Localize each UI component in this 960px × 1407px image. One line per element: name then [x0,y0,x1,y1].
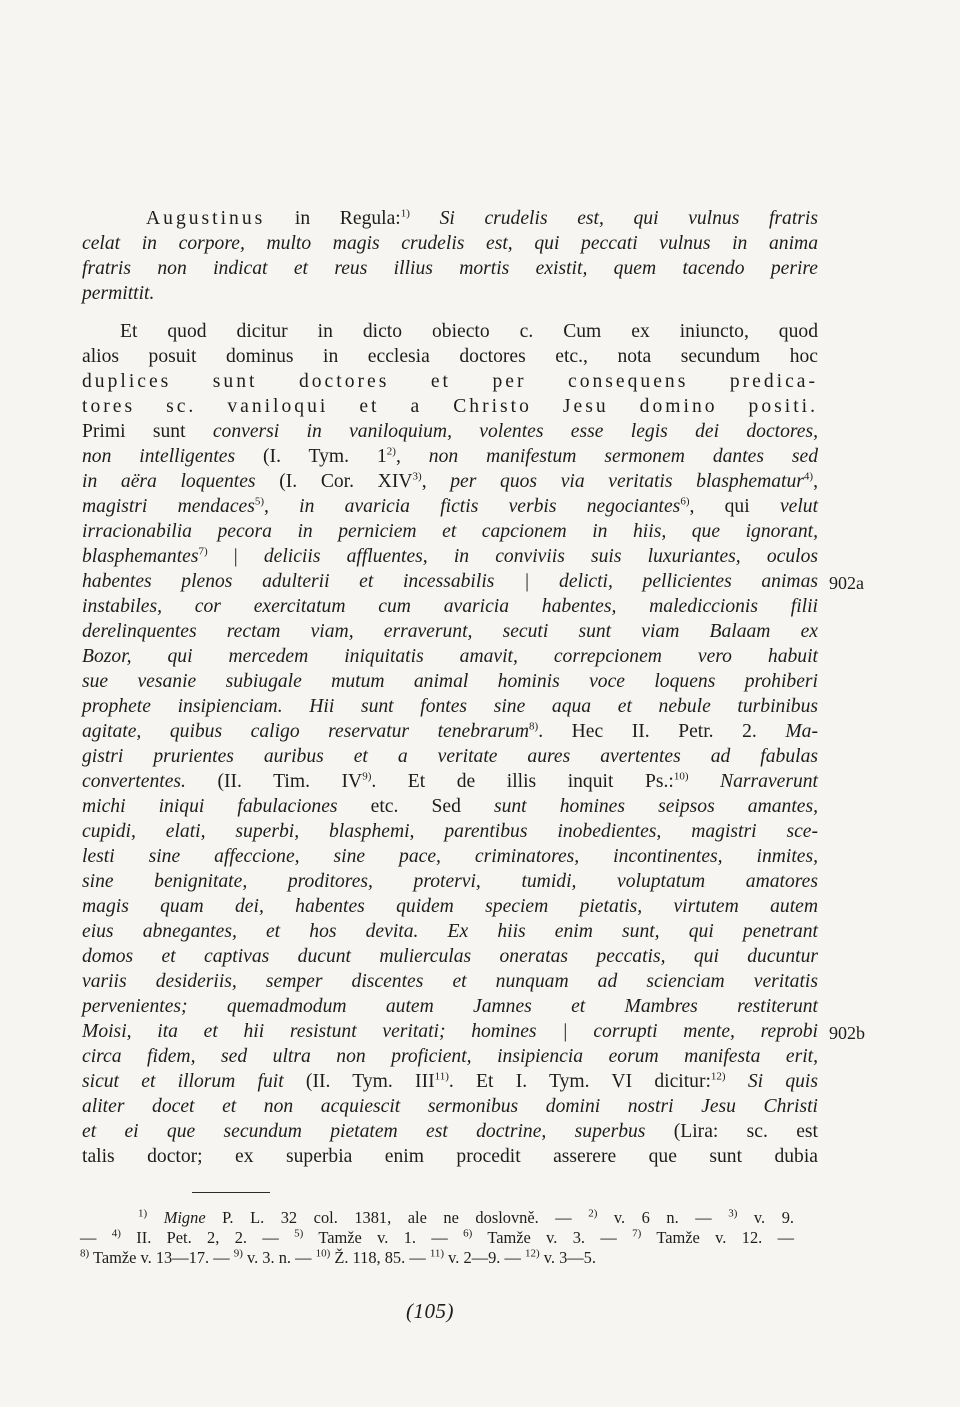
footnote-ref: 8) [529,720,539,733]
footnote-ref: 10) [673,770,689,783]
text-line [78,995,818,1019]
footnote-ref: 7) [632,1227,642,1240]
footnote-ref: 1) [400,207,410,220]
footnote-ref: 6) [680,495,690,508]
footnote-ref: 6) [463,1227,473,1240]
text-line [78,1070,818,1094]
text-line [78,820,818,844]
text-line [78,595,818,619]
text-run: . Hec II. Petr. 2. [538,721,786,742]
text-run: Migne [163,1208,206,1227]
footnote-ref: 5) [294,1227,304,1240]
text-line [78,745,818,769]
text-run: Tamže v. 12. — [641,1228,794,1247]
text-line [78,1120,818,1144]
footnote-line [80,1228,794,1248]
text-line [78,895,818,919]
footnote-ref: 3) [412,470,422,483]
text-run: v. 3. n. — [242,1248,316,1267]
text-line [78,795,818,819]
footnote-ref: 3) [728,1207,738,1220]
text-run: cupidi, elati, superbi, blasphemi, parentibus inobedientes, magistri sce- [82,821,818,842]
text-run: derelinquentes rectam viam, erraverunt, secuti sunt viam Balaam ex [82,621,818,642]
text-run: velut [779,496,819,517]
footnote-ref: 9) [362,770,372,783]
text-line [78,470,818,494]
footnote-ref: 12) [524,1247,540,1260]
text-line [78,770,818,794]
text-run [147,1208,164,1227]
page-number: (105) [406,1299,454,1323]
text-run [410,208,440,229]
text-run: talis doctor; ex superbia enim procedit asserere que sunt dubia [82,1146,818,1167]
text-run: sue vesanie subiugale mutum animal hominis voce loquens prohiberi [82,671,818,692]
text-run: convertentes. [82,771,186,792]
text-line [78,570,818,594]
text-run: v. 2—9. — [444,1248,525,1267]
text-line [78,1020,818,1044]
footnote-ref: 10) [315,1247,331,1260]
text-run: — [80,1228,112,1247]
text-run: Ž. 118, 85. — [330,1248,430,1267]
text-run: alios posuit dominus in ecclesia doctores etc., nota secundum hoc [82,346,818,367]
text-line [78,395,818,419]
text-run: Primi sunt [82,421,213,442]
text-run: in avaricia fictis verbis negociantes [299,496,681,517]
footnote-ref: 7) [198,545,208,558]
text-line [78,870,818,894]
footnote-ref: 1) [138,1207,148,1220]
text-run: sicut et illorum fuit [82,1071,284,1092]
text-line [78,495,818,519]
text-run: , [395,446,429,467]
text-run: celat in corpore, multo magis crudelis est, qui peccati vulnus in anima [82,233,818,254]
text-line [78,420,818,444]
footnote-rule [192,1192,270,1193]
text-line [78,207,818,231]
text-run: , qui [689,496,780,517]
footnote-line [80,1248,794,1268]
text-run: etc. Sed [337,796,494,817]
text-run: v. 3—5. [539,1248,596,1267]
text-line [78,545,818,569]
text-run: Si quis [747,1071,818,1092]
text-line [78,1145,818,1169]
text-run: Et quod dicitur in dicto obiecto c. Cum ex iniuncto, quod [120,321,818,342]
text-run: gistri prurientes auribus et a veritate aures avertentes ad fabulas [82,746,818,767]
text-run: variis desideriis, semper discentes et nunquam ad scienciam veritatis [82,971,818,992]
text-line [78,320,818,344]
text-run: circa fidem, sed ultra non proficient, insipiencia eorum manifesta erit, [82,1046,818,1067]
text-run: conversi in vaniloquium, volentes esse legis dei doctores, [212,421,818,442]
text-line [78,282,818,306]
text-run: duplices sunt doctores et per consequens predica- [82,371,818,392]
footnote-ref: 2) [588,1207,598,1220]
text-run: , [264,496,300,517]
text-line [78,845,818,869]
text-run: . Et de illis inquit Ps.: [371,771,674,792]
text-run: in Regula: [265,208,401,229]
text-line [78,1045,818,1069]
text-line [78,370,818,394]
text-run: blasphemantes [82,546,199,567]
text-run: fratris non indicat et reus illius mortis existit, quem tacendo perire [82,258,818,279]
text-run: habentes plenos adulterii et incessabilis | delicti, pellicientes animas [82,571,818,592]
text-run: magistri mendaces [82,496,255,517]
text-run: (II. Tim. IV [185,771,363,792]
text-run: (I. Tym. 1 [235,446,387,467]
text-run: (II. Tym. III [283,1071,435,1092]
text-run: | [207,546,264,567]
text-run: instabiles, cor exercitatum cum avaricia habentes, malediccionis filii [82,596,818,617]
text-run: vaniloqui et a Christo Jesu domino positi. [227,396,818,417]
text-run: Tamže v. 1. — [303,1228,464,1247]
footnote-ref: 12) [710,1070,726,1083]
text-line [78,257,818,281]
footnote-ref: 2) [386,445,396,458]
text-line [78,232,818,256]
footnote-ref: 11) [429,1247,445,1260]
footnote-ref: 11) [434,1070,449,1083]
text-run: aliter docet et non acquiescit sermonibus domini nostri Jesu Christi [82,1096,818,1117]
footnote-ref: 4) [803,470,814,483]
text-line [78,720,818,744]
text-line [78,445,818,469]
text-line [78,695,818,719]
text-line [78,920,818,944]
text-line [78,620,818,644]
text-run [688,771,720,792]
text-run: Narraverunt [720,771,818,792]
text-run: non intelligentes [82,446,236,467]
text-line [78,520,818,544]
footnote-ref: 9) [233,1247,243,1260]
text-run: michi iniqui fabulaciones [82,796,338,817]
text-run: sine benignitate, proditores, protervi, tumidi, voluptatum amatores [82,871,818,892]
text-run: in aëra loquentes [82,471,256,492]
text-run: et ei que secundum pietatem est doctrine, superbus [82,1121,646,1142]
footnote-ref: 8) [80,1247,90,1260]
text-run: non manifestum sermonem dantes sed [428,446,819,467]
text-run: magis quam dei, habentes quidem speciem pietatis, virtutem autem [82,896,818,917]
text-run: Tamže v. 3. — [472,1228,633,1247]
text-line [78,345,818,369]
text-run: Moisi, ita et hii resistunt veritati; homines | corrupti mente, reprobi [82,1021,818,1042]
margin-note: 902a [829,573,864,593]
text-run: pervenientes; quemadmodum autem Jamnes et Mambres restiterunt [82,996,818,1017]
text-run: eius abnegantes, et hos devita. Ex hiis enim sunt, qui penetrant [82,921,818,942]
text-run: Bozor, qui mercedem iniquitatis amavit, correpcionem vero habuit [82,646,818,667]
text-line [78,945,818,969]
text-run [726,1071,748,1092]
text-run: permittit. [82,283,155,304]
text-line [78,1095,818,1119]
text-run: P. L. 32 col. 1381, ale ne doslovně. — [205,1208,589,1227]
text-run: tores sc. [82,396,228,417]
text-run: irracionabilia pecora in perniciem et capcionem in hiis, que ignorant, [82,521,818,542]
text-run: (I. Cor. XIV [255,471,413,492]
text-run: v. 6 n. — [597,1208,729,1227]
text-run: (Lira: sc. est [645,1121,818,1142]
text-run: Si crudelis est, qui vulnus fratris [439,208,818,229]
text-line [78,645,818,669]
text-run: lesti sine affeccione, sine pace, criminatores, incontinentes, inmites, [82,846,818,867]
margin-note: 902b [829,1023,865,1043]
footnote-ref: 5) [254,495,265,508]
text-run: per quos via veritatis blasphematur [450,471,804,492]
text-run: Tamže v. 13—17. — [89,1248,234,1267]
text-run: v. 9. [737,1208,794,1227]
text-run: prophete insipienciam. Hii sunt fontes sine aqua et nebule turbinibus [82,696,818,717]
text-line [78,670,818,694]
text-run: Ma- [785,721,819,742]
footnote-line [80,1208,794,1228]
text-run: domos et captivas ducunt mulierculas oneratas peccatis, qui ducuntur [82,946,818,967]
text-run: Augustinus [146,208,266,229]
text-run: sunt homines seipsos amantes, [493,796,818,817]
text-run: , [813,471,818,492]
text-run: II. Pet. 2, 2. — [120,1228,295,1247]
footnote-ref: 4) [111,1227,121,1240]
text-run: . Et I. Tym. VI dicitur: [448,1071,711,1092]
text-line [78,970,818,994]
text-run: agitate, quibus caligo reservatur tenebrarum [82,721,530,742]
text-run: deliciis affluentes, in conviviis suis luxuriantes, oculos [263,546,818,567]
text-run: , [421,471,451,492]
